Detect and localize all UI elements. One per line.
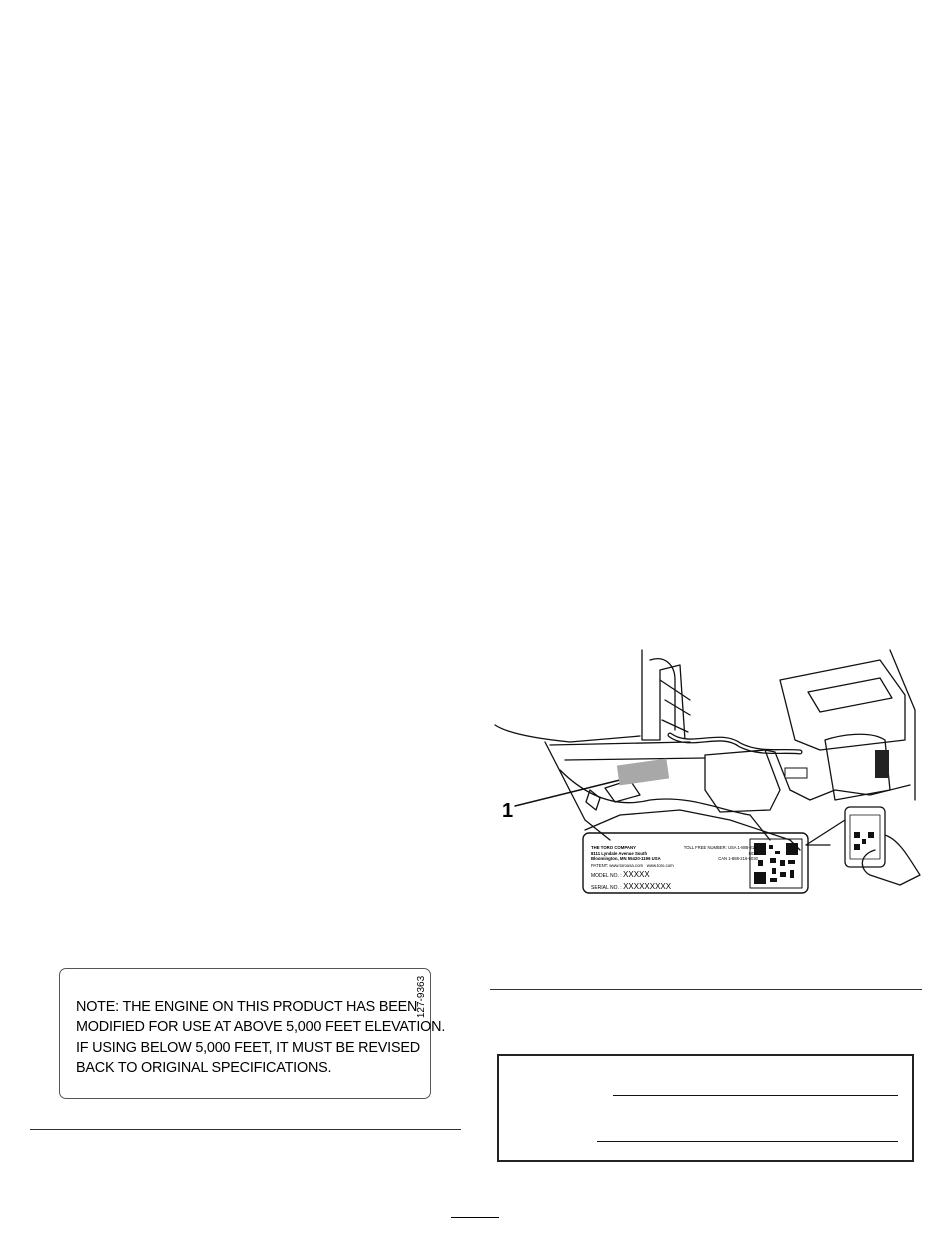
label-model-label: MODEL NO. :: [591, 873, 622, 879]
decal-line: BACK TO ORIGINAL SPECIFICATIONS.: [76, 1059, 332, 1076]
callout-number: 1: [502, 800, 514, 822]
model-number-blank: [613, 1095, 898, 1096]
label-serial-value: XXXXXXXXX: [623, 881, 672, 891]
record-info-box: [497, 1054, 914, 1162]
label-toll-free-usa: TOLL FREE NUMBER: USA 1-888-216-6029: [683, 845, 758, 856]
decal-line: NOTE: THE ENGINE ON THIS PRODUCT HAS BEEN: [76, 999, 418, 1015]
decal-text: [76, 997, 445, 1078]
footer-rule: [451, 1217, 499, 1218]
label-serial-label: SERIAL NO. :: [591, 884, 622, 891]
label-company: THE TORO COMPANY: [591, 845, 636, 850]
label-model-value: XXXXX: [623, 870, 650, 879]
label-patent: PATENT: www.torousa.com: [591, 862, 644, 868]
decal-line: IF USING BELOW 5,000 FEET, IT MUST BE REVISED: [76, 1039, 420, 1056]
label-toll-free: [680, 845, 758, 862]
label-toll-free-can: CAN 1-888-216-6030: [718, 856, 758, 861]
label-website: www.toro.com: [646, 862, 674, 868]
right-column-rule: [490, 989, 922, 990]
decal-part-number-text: 127-9363: [416, 975, 427, 1019]
decal-part-number: [415, 972, 429, 1022]
left-column-rule: [30, 1129, 461, 1130]
label-address-line1: 8111 Lyndale Avenue South: [591, 850, 648, 856]
altitude-decal: [59, 968, 446, 1099]
label-address-line2: Bloomington, MN 55420-1196 USA: [591, 856, 661, 861]
serial-number-blank: [597, 1141, 898, 1142]
decal-line: MODIFIED FOR USE AT ABOVE 5,000 FEET ELEVATION.: [76, 1019, 446, 1036]
